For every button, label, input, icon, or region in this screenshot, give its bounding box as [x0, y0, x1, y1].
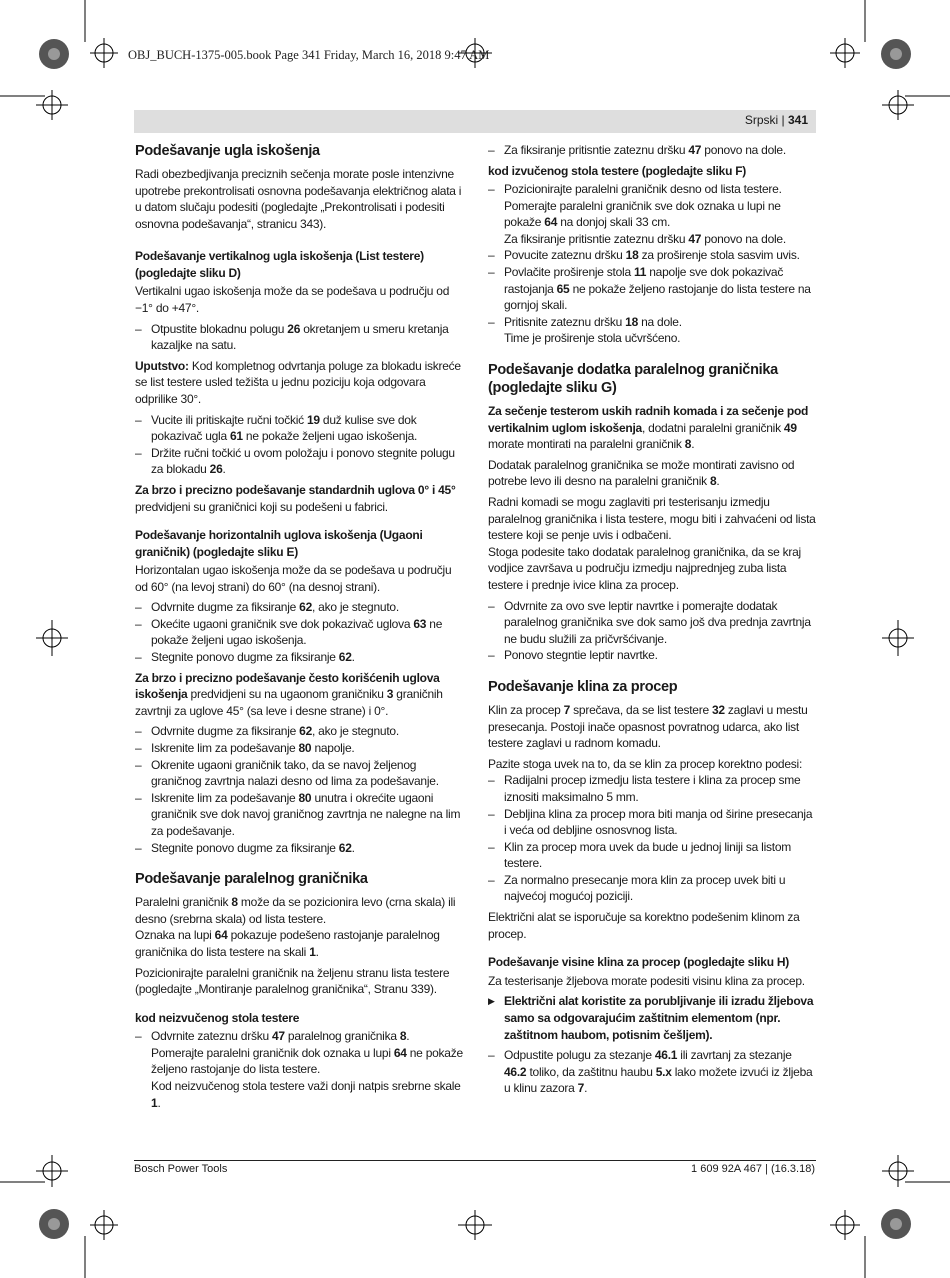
- list-item: – Iskrenite lim za podešavanje 80 napolje.: [135, 740, 463, 757]
- list-item: – Okećite ugaoni graničnik sve dok pokazivač uglova 63 ne pokaže željeni ugao iskošenja.: [135, 616, 463, 649]
- note-paragraph: Uputstvo: Kod kompletnog odvrtanja poluge za blokadu iskreće se list testere usled težišta u jednu poziciju koja odgovara odprilike 30°.: [135, 358, 461, 406]
- list: [488, 181, 816, 347]
- list-item: – Ponovo stegntie leptir navrtke.: [488, 647, 816, 664]
- list: [488, 142, 816, 159]
- paragraph: Za brzo i precizno podešavanje standardnih uglova 0° i 45° predvidjeni su graničnici koji su podešeni u fabrici.: [135, 482, 456, 514]
- right-column: [488, 140, 816, 1101]
- list-item: – Za normalno presecanje mora klin za procep uvek biti u najvećoj mogućoj poziciji.: [488, 872, 816, 905]
- list-item: – Povucite zateznu dršku 18 za proširenje stola sasvim uvis.: [488, 247, 816, 264]
- list-item: – Povlačite proširenje stola 11 napolje sve dok pokazivač rastojanja 65 ne pokaže željeno rastojanje do lista testere na gornjoj skali.: [488, 264, 816, 314]
- paragraph: Paralelni graničnik 8 može da se pozicionira levo (crna skala) ili desno (srebrna skala) od lista testere. Oznaka na lupi 64 pokazuje podešeno rastojanje paralelnog graničnika do lista testere na skali 1.: [135, 895, 456, 959]
- list-item: – Odvrnite zateznu dršku 47 paralelnog graničnika 8. Pomerajte paralelni graničnik dok oznaka u lupi 64 ne pokaže željeno rastojanje do lista testere. Kod neizvučenog stola testere važi donji natpis srebrne skale 1.: [135, 1028, 463, 1111]
- heading-klin: Podešavanje klina za procep: [488, 678, 678, 695]
- list-item: – Otpustite blokadnu polugu 26 okretanjem u smeru kretanja kazaljke na satu.: [135, 321, 463, 354]
- list-item: – Stegnite ponovo dugme za fiksiranje 62.: [135, 649, 463, 666]
- heading-paralelni: Podešavanje paralelnog graničnika: [135, 871, 368, 888]
- list: [135, 321, 463, 354]
- paragraph: Pozicionirajte paralelni graničnik na željenu stranu lista testere (pogledajte „Montiranje paralelnog graničnika“, Stranu 339).: [135, 965, 450, 997]
- list-item: – Iskrenite lim za podešavanje 80 unutra i okrećite ugaoni graničnik sve dok navoj graničnog zavrtnja ne nalegne na lim za podešavanje.: [135, 790, 463, 840]
- list: [488, 598, 816, 664]
- paragraph: Za testerisanje žljebova morate podesiti visinu klina za procep.: [488, 973, 805, 988]
- list-item: – Radijalni procep izmedju lista testere i klina za procep sme iznositi maksimalno 5 mm.: [488, 772, 816, 805]
- paragraph: Vertikalni ugao iskošenja može da se podešava u području od −1° do +47°.: [135, 284, 450, 315]
- header-separator: |: [778, 113, 788, 127]
- list-item: – Držite ručni točkić u ovom položaju i ponovo stegnite polugu za blokadu 26.: [135, 445, 463, 478]
- paragraph: Električni alat se isporučuje sa korektno podešenim klinom za procep.: [488, 910, 800, 941]
- list-item: – Odvrnite za ovo sve leptir navrtke i pomerajte dodatak paralelnog graničnika sve dok samo još dva prednja zavrtnja ne budu služili za pričvršćivanje.: [488, 598, 816, 648]
- footer-docnumber: 1 609 92A 467 | (16.3.18): [691, 1163, 815, 1175]
- list-item: – Odvrnite dugme za fiksiranje 62, ako je stegnuto.: [135, 599, 463, 616]
- running-header: [134, 110, 816, 133]
- list-item: – Stegnite ponovo dugme za fiksiranje 62.: [135, 840, 463, 857]
- page-number: 341: [787, 113, 808, 127]
- paragraph: Klin za procep 7 sprečava, da se list testere 32 zaglavi u mestu presecanja. Postoji inače opasnost povratnog udarca, ako list testere zaglavi u radnom komadu.: [488, 702, 808, 751]
- heading-ugao: Podešavanje ugla iskošenja: [135, 143, 320, 159]
- list-item: – Odpustite polugu za stezanje 46.1 ili zavrtanj za stezanje 46.2 toliko, da zaštitnu haubu 5.x lako možete izvući iz žljeba u klinu zazora 7.: [488, 1047, 816, 1097]
- header-text: [745, 113, 808, 127]
- subheading-neizvuceni: kod neizvučenog stola testere: [135, 1010, 300, 1025]
- header-language: Srpski: [744, 113, 779, 127]
- paragraph: Pazite stoga uvek na to, da se klin za procep korektno podesi:: [488, 756, 803, 771]
- list-item: – Debljina klina za procep mora biti manja od širine presecanja i veća od debljine osnosvnog lista.: [488, 806, 816, 839]
- subheading-vertical: Podešavanje vertikalnog ugla iskošenja (List testere) (pogledajte sliku D): [135, 249, 424, 280]
- paragraph: Za sečenje testerom uskih radnih komada i za sečenje pod vertikalnim uglom iskošenja, dodatni paralelni graničnik 49 morate montirati na paralelni graničnik 8.: [488, 404, 809, 452]
- paragraph: Dodatak paralelnog graničnika se može montirati zavisno od potrebe levo ili desno na paralelni graničnik 8.: [488, 457, 795, 489]
- subheading-visina: Podešavanje visine klina za procep (pogledajte sliku H): [488, 955, 790, 970]
- list: [135, 1028, 463, 1111]
- list-item: – Klin za procep mora uvek da bude u jednoj liniji sa listom testere.: [488, 839, 816, 872]
- paragraph: Horizontalan ugao iskošenja može da se podešava u području od 60° (na levoj strani) do 60° (na desnoj strani).: [135, 563, 452, 594]
- list-item: – Okrenite ugaoni graničnik tako, da se navoj željenog graničnog zavrtnja nalazi desno od lima za podešavanje.: [135, 757, 463, 790]
- paragraph: Radi obezbedjivanja preciznih sečenja morate posle intenzivne upotrebe prekontrolisati osnovna podešavanja električnog alata i u datom slučaju podesiti (pogledajte „Prekontrolisati i podesiti osnovna podešavanja“, stranicu 343).: [135, 167, 462, 231]
- print-slug: OBJ_BUCH-1375-005.book Page 341 Friday, March 16, 2018 9:47 AM: [128, 48, 490, 62]
- paragraph: Radni komadi se mogu zaglaviti pri testerisanju izmedju paralelnog graničnika i lista testere, mogu biti i zahvaćeni od lista testere koji se penje uvis i odbačeni. Stoga podesite tako dodatak paralelnog graničnika, da se kraj vodjice završava u području izmedju najprednjeg zuba lista testere i prednje ivice klina za procep.: [488, 495, 816, 592]
- warning-item: ▶ Električni alat koristite za porubljivanje ili izradu žljebova samo sa odgovarajućim zaštitnim elementom (npr. zaštitnom haubom, potisnim češljem).: [488, 993, 816, 1043]
- list-item: – Za fiksiranje pritisntie zateznu dršku 47 ponovo na dole.: [488, 142, 816, 159]
- list-item: – Pozicionirajte paralelni graničnik desno od lista testere. Pomerajte paralelni graničnik sve dok oznaka u lupi ne pokaže 64 na donjoj skali 33 cm. Za fiksiranje pritisntie zateznu dršku 47 ponovo na dole.: [488, 181, 816, 247]
- list-item: – Odvrnite dugme za fiksiranje 62, ako je stegnuto.: [135, 723, 463, 740]
- footer-brand: Bosch Power Tools: [134, 1163, 228, 1175]
- list: [135, 723, 463, 856]
- left-column: [135, 140, 463, 1115]
- subheading-izvuceni: kod izvučenog stola testere (pogledajte sliku F): [488, 163, 747, 178]
- list: [488, 1047, 816, 1097]
- footer-rule: [134, 1160, 816, 1161]
- list-item: – Pritisnite zateznu dršku 18 na dole. Time je proširenje stola učvršćeno.: [488, 314, 816, 347]
- list-item: – Vucite ili pritiskajte ručni točkić 19 duž kulise sve dok pokazivač ugla 61 ne pokaže željeni ugao iskošenja.: [135, 412, 463, 445]
- list: [488, 772, 816, 905]
- subheading-horizontal: Podešavanje horizontalnih uglova iskošenja (Ugaoni graničnik) (pogledajte sliku E): [135, 528, 423, 559]
- list: [135, 599, 463, 665]
- heading-dodatak: Podešavanje dodatka paralelnog graničnika (pogledajte sliku G): [488, 362, 778, 397]
- list: [488, 993, 816, 1043]
- list: [135, 412, 463, 478]
- paragraph: Za brzo i precizno podešavanje često korišćenih uglova iskošenja predvidjeni su na ugaonom graničniku 3 graničnih zavrtnji za uglove 45° (sa leve i desne strane) i 0°.: [135, 670, 443, 718]
